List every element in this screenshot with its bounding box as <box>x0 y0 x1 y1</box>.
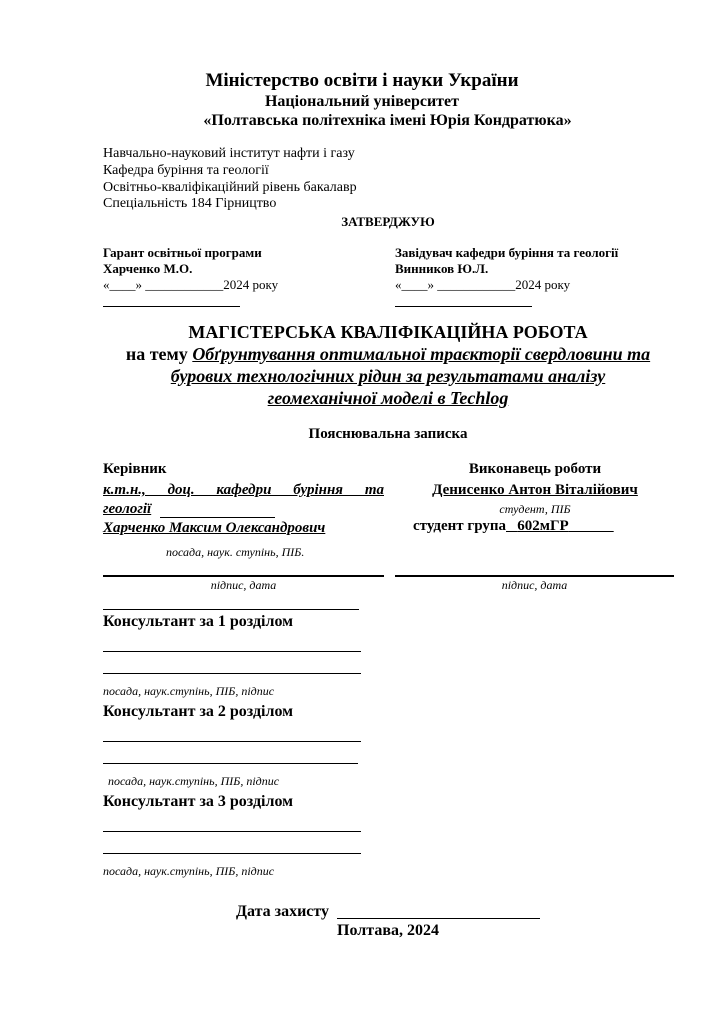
guarantor-date: «____» ____________2024 року <box>103 277 279 292</box>
consultant-1-line-2 <box>103 673 361 674</box>
supervisor-heading: Керівник <box>103 461 167 477</box>
head-name: Винников Ю.Л. <box>395 261 489 276</box>
topic-text-1: Обґрунтування оптимальної траєкторії свердловини та <box>192 344 651 364</box>
student-group <box>413 518 614 535</box>
defense-date <box>236 903 329 921</box>
consultant-2-title: Консультант за 2 розділом <box>103 703 294 720</box>
supervisor-position-underline <box>160 517 275 518</box>
consultant-top-line <box>103 609 359 610</box>
supervisor-position-cont: геології <box>103 501 152 517</box>
consultant-3-title: Консультант за 3 розділом <box>103 793 294 810</box>
consultant-1-line-1 <box>103 651 361 652</box>
defense-date-label: Дата захисту <box>236 903 330 920</box>
consultant-3-line-2 <box>103 853 361 854</box>
guarantor-role: Гарант освітньої програми <box>103 245 262 260</box>
supervisor-sign-caption: підпис, дата <box>210 578 277 592</box>
approval-title: ЗАТВЕРДЖУЮ <box>341 214 435 229</box>
qualification-line: Освітньо-кваліфікаційний рівень бакалавр <box>103 180 357 195</box>
head-sign-line <box>395 306 532 307</box>
topic-text-3: геомеханічної моделі в Techlog <box>267 388 509 408</box>
consultant-2-caption: посада, наук.ступінь, ПІБ, підпис <box>108 774 280 788</box>
supervisor-caption: посада, наук. ступінь, ПІБ. <box>166 545 305 559</box>
department-line: Кафедра буріння та геології <box>103 163 269 178</box>
explanatory-note: Пояснювальна записка <box>308 426 468 442</box>
group-value: 602мГР <box>517 518 569 534</box>
student-name: Денисенко Антон Віталійович <box>432 482 638 498</box>
university-name: «Полтавська політехніка імені Юрія Кондратюка» <box>203 112 572 129</box>
guarantor-sign-line <box>103 306 240 307</box>
topic-prefix: на тему <box>125 344 188 364</box>
institute-line: Навчально-науковий інститут нафти і газу <box>103 146 355 161</box>
supervisor-name: Харченко Максим Олександрович <box>103 520 326 536</box>
topic-text-2: бурових технологічних рідин за результатами аналізу <box>170 366 606 386</box>
university-line: Національний університет <box>264 93 459 110</box>
head-date: «____» ____________2024 року <box>395 277 571 292</box>
supervisor-position: к.т.н., доц. кафедри буріння та <box>103 482 384 498</box>
group-label: студент група <box>413 518 506 534</box>
consultant-3-caption: посада, наук.ступінь, ПІБ, підпис <box>103 864 275 878</box>
guarantor-name: Харченко М.О. <box>103 261 193 276</box>
consultant-2-line-2 <box>103 763 358 764</box>
defense-date-line <box>337 918 540 919</box>
city-year: Полтава, 2024 <box>337 922 439 939</box>
student-caption: студент, ПІБ <box>499 502 571 516</box>
work-title: МАГІСТЕРСЬКА КВАЛІФІКАЦІЙНА РОБОТА <box>188 322 588 342</box>
ministry-title: Міністерство освіти і науки України <box>205 70 519 91</box>
student-sign-caption: підпис, дата <box>501 578 568 592</box>
consultant-2-line-1 <box>103 741 361 742</box>
consultant-1-title: Консультант за 1 розділом <box>103 613 294 630</box>
supervisor-sign-line <box>103 575 384 577</box>
consultant-3-line-1 <box>103 831 361 832</box>
head-role: Завідувач кафедри буріння та геології <box>395 245 619 260</box>
work-topic-line1 <box>0 344 724 365</box>
specialty-line: Спеціальність 184 Гірництво <box>103 196 277 211</box>
student-sign-line <box>395 575 674 577</box>
consultant-1-caption: посада, наук.ступінь, ПІБ, підпис <box>103 684 275 698</box>
student-heading: Виконавець роботи <box>468 461 602 477</box>
